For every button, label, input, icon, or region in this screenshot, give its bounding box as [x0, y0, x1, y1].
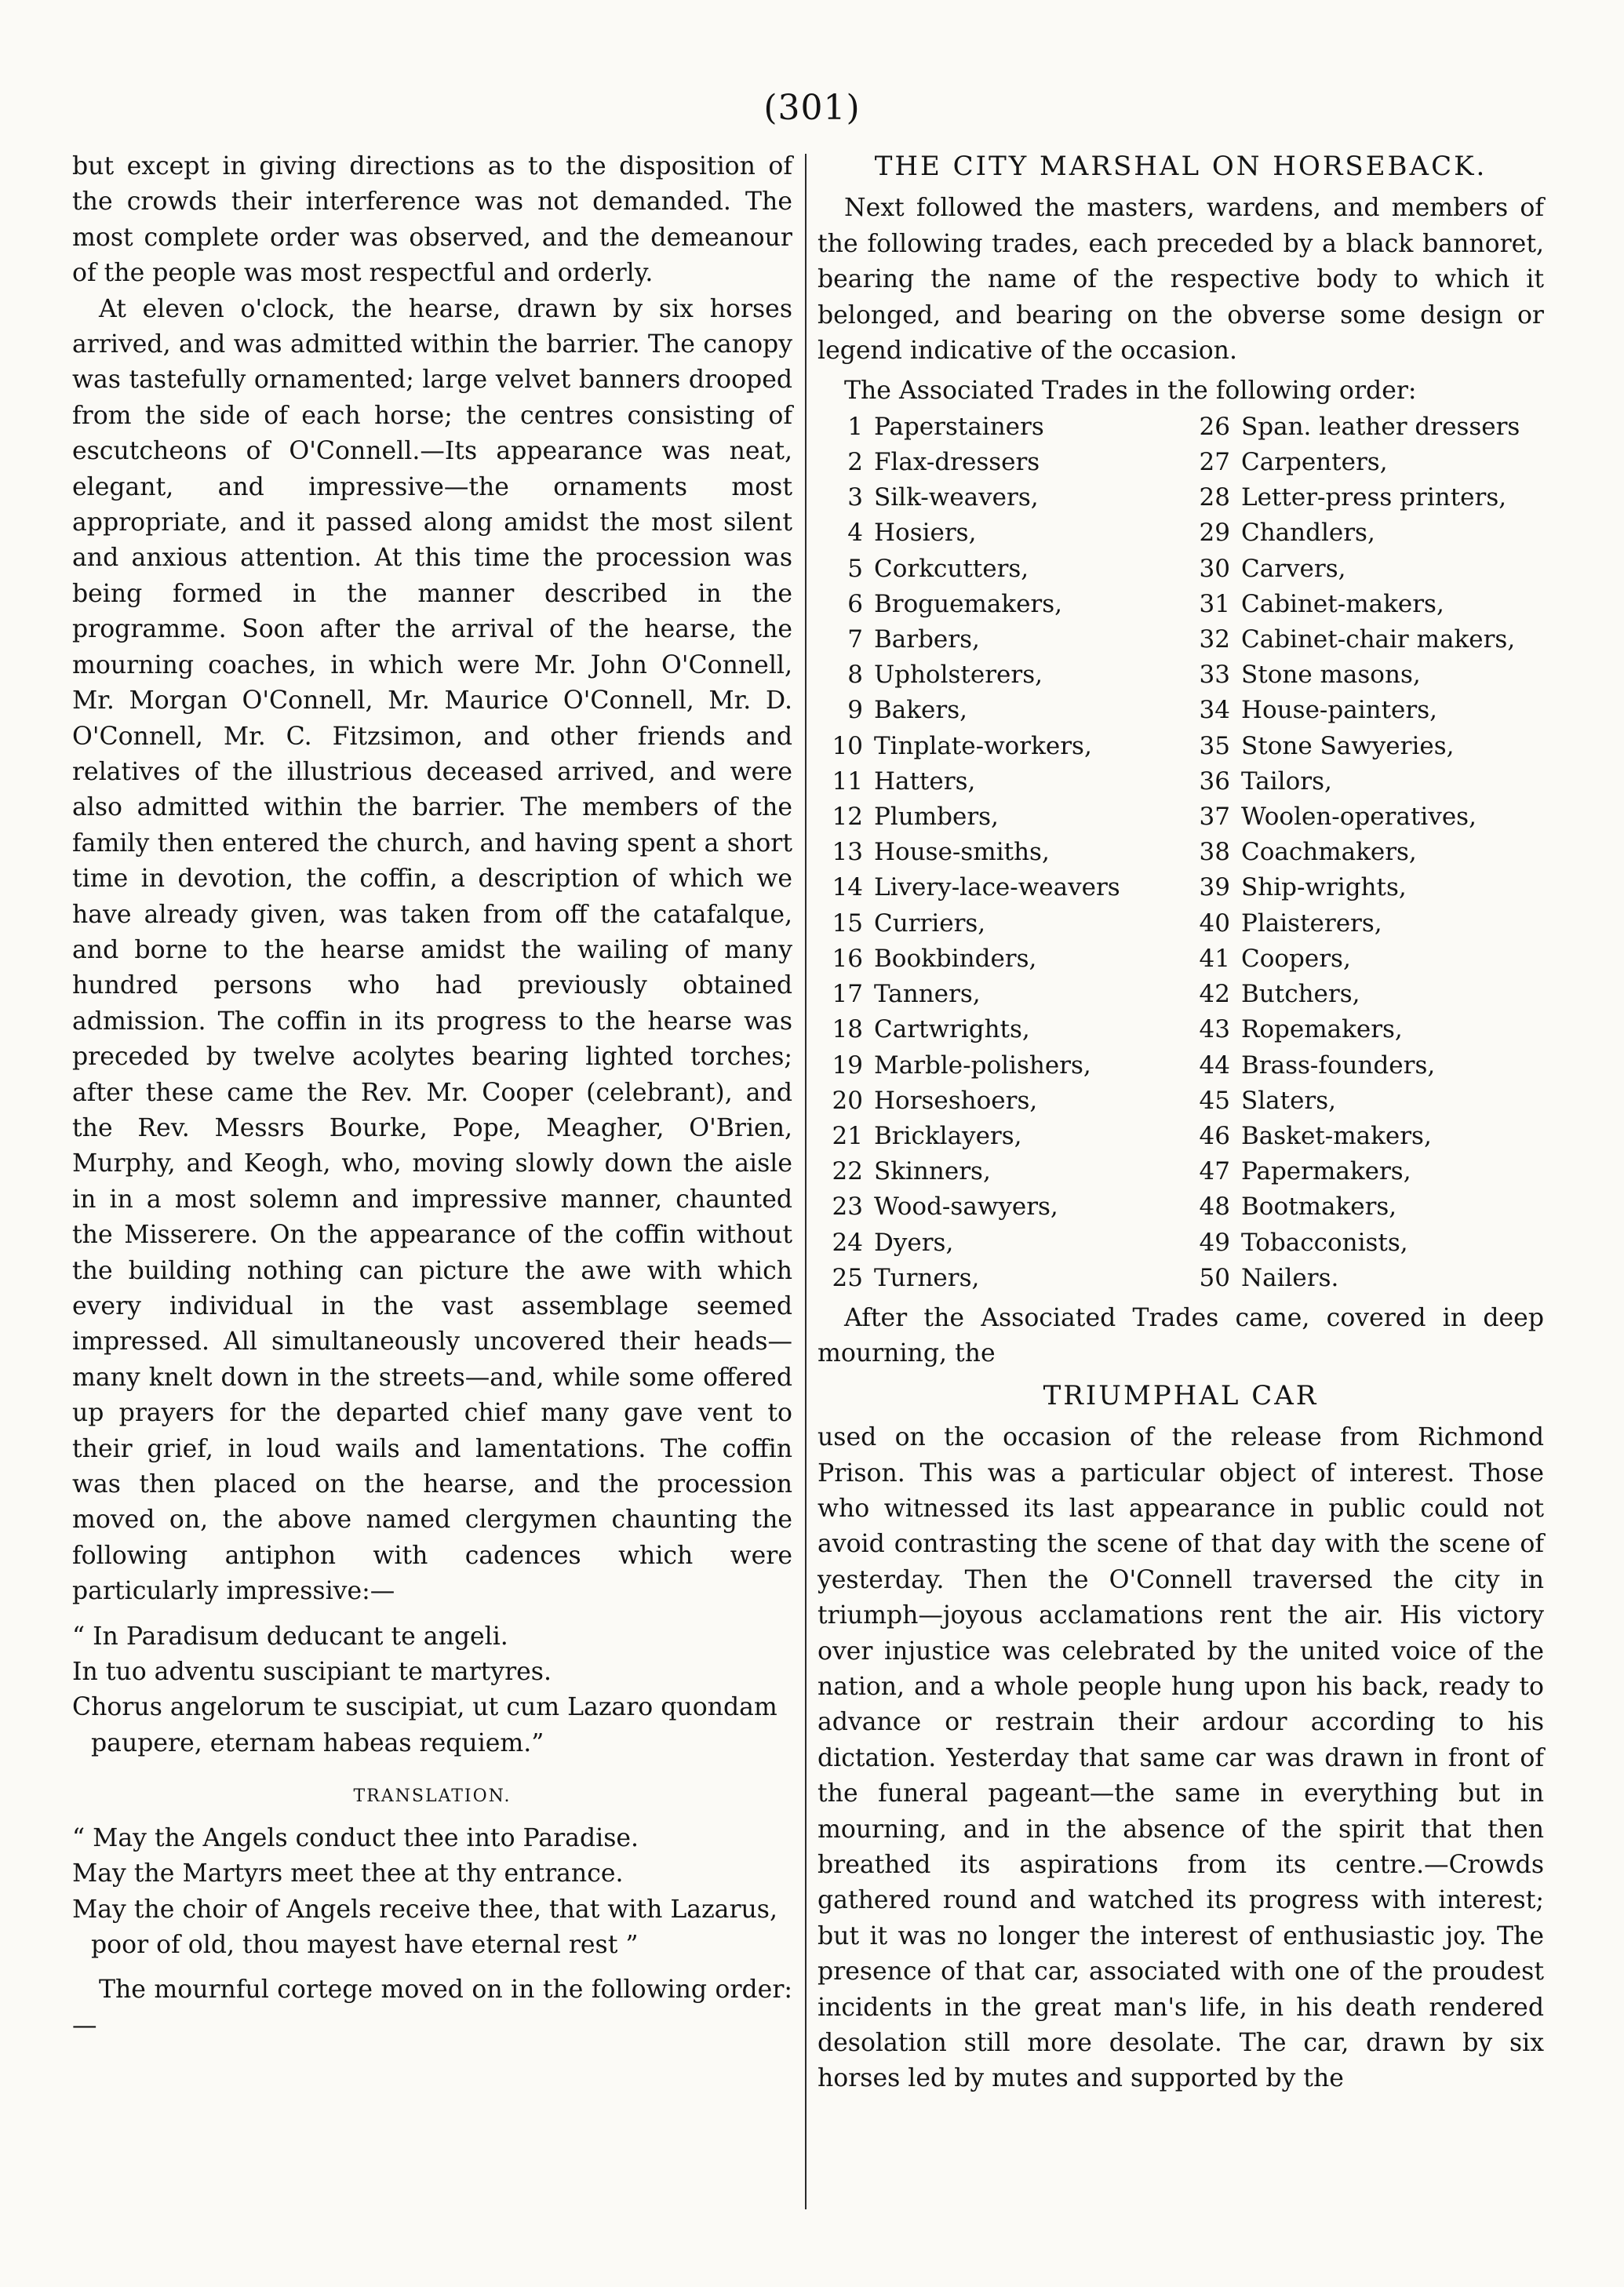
trade-number: 48	[1199, 1193, 1230, 1222]
trade-number: 45	[1199, 1086, 1230, 1115]
trade-name: Bricklayers,	[874, 1121, 1022, 1150]
trade-item	[817, 445, 1177, 480]
paragraph-cortege: The mournful cortege moved on in the following order:—	[72, 1976, 792, 2040]
trade-number: 2	[847, 448, 863, 477]
trade-number: 26	[1199, 412, 1230, 441]
trade-number: 24	[832, 1228, 863, 1257]
trade-item	[1185, 1189, 1544, 1225]
trade-name: Cabinet-makers,	[1241, 589, 1444, 618]
trade-item	[817, 764, 1177, 799]
trade-name: Bakers,	[874, 696, 967, 725]
trade-name: Silk-weavers,	[874, 483, 1039, 512]
trade-number: 46	[1199, 1121, 1230, 1150]
latin-antiphon	[72, 1619, 792, 1762]
trade-name: House-smiths,	[874, 838, 1050, 867]
trade-item	[817, 1012, 1177, 1047]
trade-item	[817, 410, 1177, 445]
trade-name: Tobacconists,	[1241, 1228, 1408, 1257]
trade-item	[817, 1083, 1177, 1119]
trade-number: 36	[1199, 767, 1230, 796]
latin-line: In tuo adventu suscipiant te martyres.	[72, 1658, 552, 1687]
trade-item	[1185, 977, 1544, 1012]
trade-name: Coopers,	[1241, 944, 1351, 973]
trade-item	[1185, 906, 1544, 941]
trade-item	[817, 1225, 1177, 1261]
trade-name: Hatters,	[874, 767, 976, 796]
trade-name: Brass-founders,	[1241, 1051, 1436, 1080]
trade-item	[817, 1261, 1177, 1296]
trade-item	[1185, 410, 1544, 445]
trade-number: 35	[1199, 731, 1230, 760]
trade-item	[817, 1119, 1177, 1154]
trade-name: Tanners,	[874, 980, 981, 1009]
trade-number: 33	[1199, 661, 1230, 690]
trade-name: Upholsterers,	[874, 661, 1043, 690]
trade-number: 5	[847, 554, 863, 583]
trade-item	[1185, 1048, 1544, 1083]
trade-item	[1185, 622, 1544, 657]
trade-name: Nailers.	[1241, 1263, 1339, 1292]
trade-number: 34	[1199, 696, 1230, 725]
trade-name: Ropemakers,	[1241, 1015, 1403, 1044]
trade-item	[1185, 587, 1544, 622]
trade-number: 23	[832, 1193, 863, 1222]
trade-name: Span. leather dressers	[1241, 412, 1520, 441]
trade-name: Plaisterers,	[1241, 909, 1382, 938]
translation-line: May the choir of Angels receive thee, that with Lazarus, poor of old, thou mayest have eternal rest ”	[72, 1895, 777, 1959]
trade-name: Woolen-operatives,	[1241, 803, 1477, 832]
trade-item	[1185, 1261, 1544, 1296]
trade-item	[817, 977, 1177, 1012]
trade-number: 42	[1199, 980, 1230, 1009]
trade-item	[1185, 799, 1544, 835]
trade-name: Plumbers,	[874, 803, 999, 832]
trade-number: 32	[1199, 625, 1230, 654]
trade-name: Flax-dressers	[874, 448, 1040, 477]
heading-triumphal-car: TRIUMPHAL CAR	[1043, 1379, 1319, 1411]
trade-number: 15	[832, 909, 863, 938]
trade-number: 50	[1199, 1263, 1230, 1292]
translation-verse	[72, 1821, 792, 1964]
trade-name: Skinners,	[874, 1157, 991, 1186]
trade-item	[1185, 480, 1544, 515]
trade-name: Curriers,	[874, 909, 986, 938]
trade-number: 8	[847, 661, 863, 690]
trade-number: 4	[847, 519, 863, 548]
trade-number: 49	[1199, 1228, 1230, 1257]
trade-number: 41	[1199, 944, 1230, 973]
trade-name: Turners,	[874, 1263, 980, 1292]
trade-item	[817, 835, 1177, 870]
trade-number: 25	[832, 1263, 863, 1292]
translation-label: TRANSLATION.	[353, 1786, 512, 1807]
trade-number: 10	[832, 731, 863, 760]
paragraph-order: but except in giving directions as to the disposition of the crowds their interference was not demanded. The most complete order was observed, and the demeanour of the people was most respectful and orderly.	[72, 152, 792, 288]
trade-name: Chandlers,	[1241, 519, 1375, 548]
trade-name: Basket-makers,	[1241, 1121, 1432, 1150]
trade-item	[817, 693, 1177, 728]
trade-number: 40	[1199, 909, 1230, 938]
trade-number: 18	[832, 1015, 863, 1044]
latin-line: “ In Paradisum deducant te angeli.	[72, 1622, 508, 1651]
trade-name: Stone masons,	[1241, 661, 1421, 690]
trade-number: 31	[1199, 589, 1230, 618]
trade-number: 11	[832, 767, 863, 796]
trade-number: 3	[847, 483, 863, 512]
trade-number: 22	[832, 1157, 863, 1186]
trade-name: Ship-wrights,	[1241, 873, 1407, 902]
trade-number: 17	[832, 980, 863, 1009]
latin-line: Chorus angelorum te suscipiat, ut cum Lazaro quondam paupere, eternam habeas requiem.”	[72, 1693, 777, 1757]
trade-number: 7	[847, 625, 863, 654]
translation-line: May the Martyrs meet thee at thy entrance.	[72, 1859, 624, 1888]
trade-item	[817, 906, 1177, 941]
trade-item	[1185, 835, 1544, 870]
trade-name: Cartwrights,	[874, 1015, 1030, 1044]
trade-item	[1185, 941, 1544, 977]
trade-name: Livery-lace-weavers	[874, 873, 1120, 902]
trade-number: 28	[1199, 483, 1230, 512]
trade-name: Corkcutters,	[874, 554, 1029, 583]
trade-name: Horseshoers,	[874, 1086, 1038, 1115]
trade-name: Slaters,	[1241, 1086, 1337, 1115]
trade-item	[1185, 729, 1544, 764]
trade-number: 43	[1199, 1015, 1230, 1044]
right-column	[817, 149, 1544, 2097]
trades-intro: The Associated Trades in the following order:	[844, 377, 1417, 406]
trades-list	[817, 410, 1544, 1296]
trade-item	[817, 941, 1177, 977]
trade-item	[817, 729, 1177, 764]
page-number: (301)	[763, 88, 861, 128]
trade-name: Wood-sawyers,	[874, 1193, 1058, 1222]
trade-number: 27	[1199, 448, 1230, 477]
trade-number: 47	[1199, 1157, 1230, 1186]
trade-number: 37	[1199, 803, 1230, 832]
paragraph-trades-description: Next followed the masters, wardens, and members of the following trades, each preceded by a black bannoret, bearing the name of the respective body to which it belonged, and bearing on the obverse some design or legend indicative of the occasion.	[817, 194, 1544, 366]
paragraph-after-trades: After the Associated Trades came, covered in deep mourning, the	[817, 1303, 1544, 1368]
trade-item	[1185, 1083, 1544, 1119]
trade-item	[1185, 1012, 1544, 1047]
trade-number: 12	[832, 803, 863, 832]
trade-item	[817, 622, 1177, 657]
trade-item	[1185, 657, 1544, 693]
trade-name: Broguemakers,	[874, 589, 1063, 618]
trade-name: Letter-press printers,	[1241, 483, 1507, 512]
trade-name: Tailors,	[1241, 767, 1332, 796]
trade-number: 44	[1199, 1051, 1230, 1080]
trade-item	[817, 657, 1177, 693]
trade-name: Carvers,	[1241, 554, 1346, 583]
trade-item	[817, 480, 1177, 515]
trade-item	[1185, 764, 1544, 799]
trade-name: Coachmakers,	[1241, 838, 1417, 867]
trade-item	[1185, 1154, 1544, 1189]
trade-name: Bootmakers,	[1241, 1193, 1397, 1222]
paragraph-hearse: At eleven o'clock, the hearse, drawn by six horses arrived, and was admitted within the barrier. The canopy was tastefully ornamented; large velvet banners drooped from the side of each horse; the centres consisting of escutcheons of O'Connell.—Its appearance was neat, elegant, and impressive—the ornaments most appropriate, and it passed along amidst the most silent and anxious attention. At this time the procession was being formed in the manner described in the programme. Soon after the arrival of the hearse, the mourning coaches, in which were Mr. John O'Connell, Mr. Morgan O'Connell, Mr. Maurice O'Connell, Mr. D. O'Connell, Mr. C. Fitzsimon, and other friends and relatives of the illustrious deceased arrived, and were also admitted within the barrier. The members of the family then entered the church, and having spent a short time in devotion, the coffin, a description of which we have already given, was taken from off the catafalque, and borne to the hearse amidst the wailing of many hundred persons who had previously obtained admission. The coffin in its progress to the hearse was preceded by twelve acolytes bearing lighted torches; after these came the Rev. Mr. Cooper (celebrant), and the Rev. Messrs Bourke, Pope, Meagher, O'Brien, Murphy, and Keogh, who, moving slowly down the aisle in in a most solemn and impressive manner, chaunted the Misserere. On the appearance of the coffin without the building nothing can picture the awe with which every individual in the vast assemblage seemed impressed. All simultaneously uncovered their heads—many knelt down in the streets—and, while some offered up prayers for the departed chief many gave vent to their grief, in loud wails and lamentations. The coffin was then placed on the hearse, and the procession moved on, the above named clergymen chaunting the following antiphon with cadences which were particularly impressive:—	[72, 294, 792, 1606]
trade-item	[817, 552, 1177, 587]
trade-number: 21	[832, 1121, 863, 1150]
heading-city-marshal: THE CITY MARSHAL ON HORSEBACK.	[874, 151, 1487, 182]
trade-number: 1	[847, 412, 863, 441]
trade-number: 13	[832, 838, 863, 867]
trade-item	[1185, 1119, 1544, 1154]
trade-name: Dyers,	[874, 1228, 954, 1257]
trade-name: Carpenters,	[1241, 448, 1388, 477]
trade-number: 14	[832, 873, 863, 902]
trade-item	[817, 587, 1177, 622]
translation-line: “ May the Angels conduct thee into Paradise.	[72, 1823, 639, 1852]
trade-item	[817, 799, 1177, 835]
trade-name: Cabinet-chair makers,	[1241, 625, 1516, 654]
trade-item	[1185, 515, 1544, 551]
trade-name: Marble-polishers,	[874, 1051, 1091, 1080]
trade-item	[1185, 445, 1544, 480]
trade-name: Hosiers,	[874, 519, 977, 548]
trade-name: Tinplate-workers,	[874, 731, 1092, 760]
trade-item	[817, 1189, 1177, 1225]
trade-name: Bookbinders,	[874, 944, 1037, 973]
trade-name: Barbers,	[874, 625, 980, 654]
trade-item	[817, 515, 1177, 551]
trade-number: 20	[832, 1086, 863, 1115]
trade-item	[817, 1048, 1177, 1083]
trade-number: 39	[1199, 873, 1230, 902]
trade-number: 16	[832, 944, 863, 973]
trade-number: 38	[1199, 838, 1230, 867]
trade-item	[817, 1154, 1177, 1189]
trade-item	[1185, 693, 1544, 728]
trade-item	[817, 870, 1177, 905]
trade-name: Paperstainers	[874, 412, 1044, 441]
trade-number: 19	[832, 1051, 863, 1080]
trade-item	[1185, 870, 1544, 905]
paragraph-triumphal-car: used on the occasion of the release from Richmond Prison. This was a particular object of interest. Those who witnessed its last appearance in public could not avoid contrasting the scene of that day with the scene of yesterday. Then the O'Connell traversed the city in triumph—joyous acclamations rent the air. His victory over injustice was celebrated by the united voice of the nation, and a whole people hung upon his back, ready to advance or restrain their ardour according to his dictation. Yesterday that same car was drawn in front of the funeral pageant—the same in everything but in mourning, and in the absence of the spirit that then breathed its aspirations from its centre.—Crowds gathered round and watched its progress with interest; but it was no longer the interest of enthusiastic joy. The presence of that car, associated with one of the proudest incidents in the great man's life, in his death rendered desolation still more desolate. The car, drawn by six horses led by mutes and supported by the	[817, 1423, 1544, 2093]
trade-number: 30	[1199, 554, 1230, 583]
trade-name: Papermakers,	[1241, 1157, 1411, 1186]
column-divider	[805, 154, 807, 2209]
trade-number: 9	[847, 696, 863, 725]
trade-name: Stone Sawyeries,	[1241, 731, 1455, 760]
left-column	[72, 149, 792, 2044]
trade-number: 6	[847, 589, 863, 618]
trade-item	[1185, 1225, 1544, 1261]
trade-item	[1185, 552, 1544, 587]
trade-number: 29	[1199, 519, 1230, 548]
trade-name: House-painters,	[1241, 696, 1437, 725]
trade-name: Butchers,	[1241, 980, 1360, 1009]
